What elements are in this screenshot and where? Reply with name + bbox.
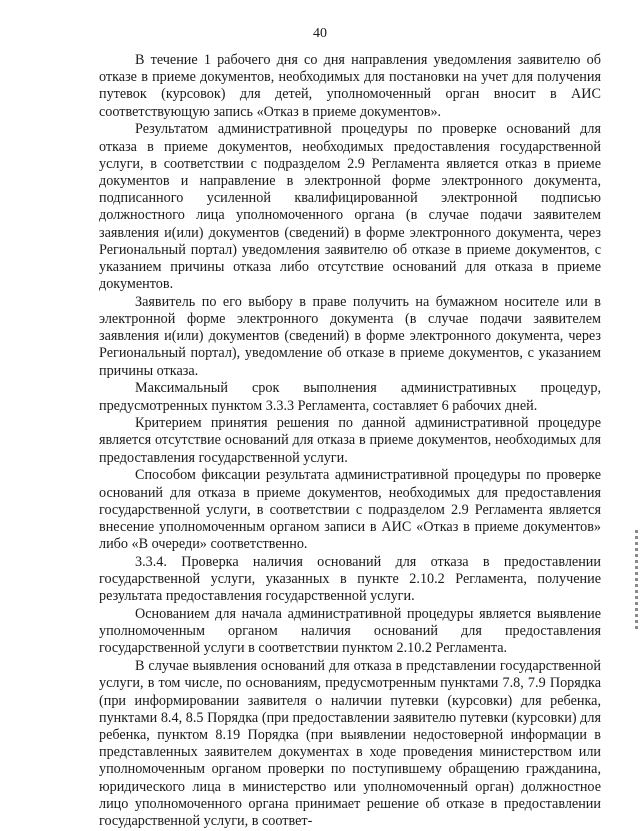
document-body	[99, 52, 601, 831]
scan-edge-mark	[635, 530, 638, 630]
paragraph-9: В случае выявления оснований для отказа в представлении государственной услуги, в том числе, по основаниям, предусмотренным пунктами 7.8, 7.9 Порядка (при информировании заявителя о наличии путевки (курсовки) для ребенка, пунктами 8.4, 8.5 Порядка (при предоставлении заявителю путевки (курсовки) для ребенка, пунктом 8.19 Порядка (при выявлении недостоверной информации в представленных заявителем документах в ходе проведения министерством или уполномоченным органом проверки по поступившему обращению гражданина, юридического лица в министерство или уполномоченный орган) должностное лицо уполномоченного органа принимает решение об отказе в предоставлении государственной услуги, в соответ-	[99, 658, 601, 829]
paragraph-1: В течение 1 рабочего дня со дня направления уведомления заявителю об отказе в приеме документов, необходимых для постановки на учет для получения путевок (курсовок) для детей, уполномоченный орган вносит в АИС соответствующую запись «Отказ в приеме документов».	[99, 52, 601, 120]
paragraph-4: Максимальный срок выполнения административных процедур, предусмотренных пунктом 3.3.3 Регламента, составляет 6 рабочих дней.	[99, 380, 601, 414]
paragraph-7-section-3-3-4: 3.3.4. Проверка наличия оснований для отказа в предоставлении государственной услуги, указанных в пункте 2.10.2 Регламента, получение результата предоставления государственной услуги.	[99, 553, 601, 605]
paragraph-5: Критерием принятия решения по данной административной процедуре является отсутствие оснований для отказа в приеме документов, необходимых для предоставления государственной услуги.	[99, 415, 601, 466]
paragraph-8: Основанием для начала административной процедуры является выявление уполномоченным органом наличия оснований для предоставления государственной услуги в соответствии пунктом 2.10.2 Регламента.	[99, 606, 601, 657]
paragraph-2: Результатом административной процедуры по проверке оснований для отказа в приеме документов, необходимых предоставления государственной услуги, в соответствии с подразделом 2.9 Регламента является отказ в приеме документов и направление в электронной форме электронного документа, подписанного усиленной квалифицированной электронной подписью должностного лица уполномоченного органа (в случае подачи заявителем заявления и(или) документов (сведений) в форме электронного документа, через Региональный портал) уведомления заявителю об отказе в приеме документов, с указанием причины отказа либо отсутствие оснований для отказа в приеме документов.	[99, 121, 601, 293]
paragraph-6: Способом фиксации результата административной процедуры по проверке оснований для отказа в приеме документов, необходимых для предоставления государственной услуги, в соответствии с подразделом 2.9 Регламента является внесение уполномоченным органом записи в АИС «Отказ в приеме документов» либо «В очереди» соответственно.	[99, 467, 601, 553]
paragraph-3: Заявитель по его выбору в праве получить на бумажном носителе или в электронной форме электронного документа (в случае подачи заявителем заявления и(или) документов (сведений) в форме электронного документа, через Региональный портал), уведомление об отказе в приеме документов, с указанием причины отказа.	[99, 293, 601, 379]
page-number: 40	[313, 26, 327, 41]
